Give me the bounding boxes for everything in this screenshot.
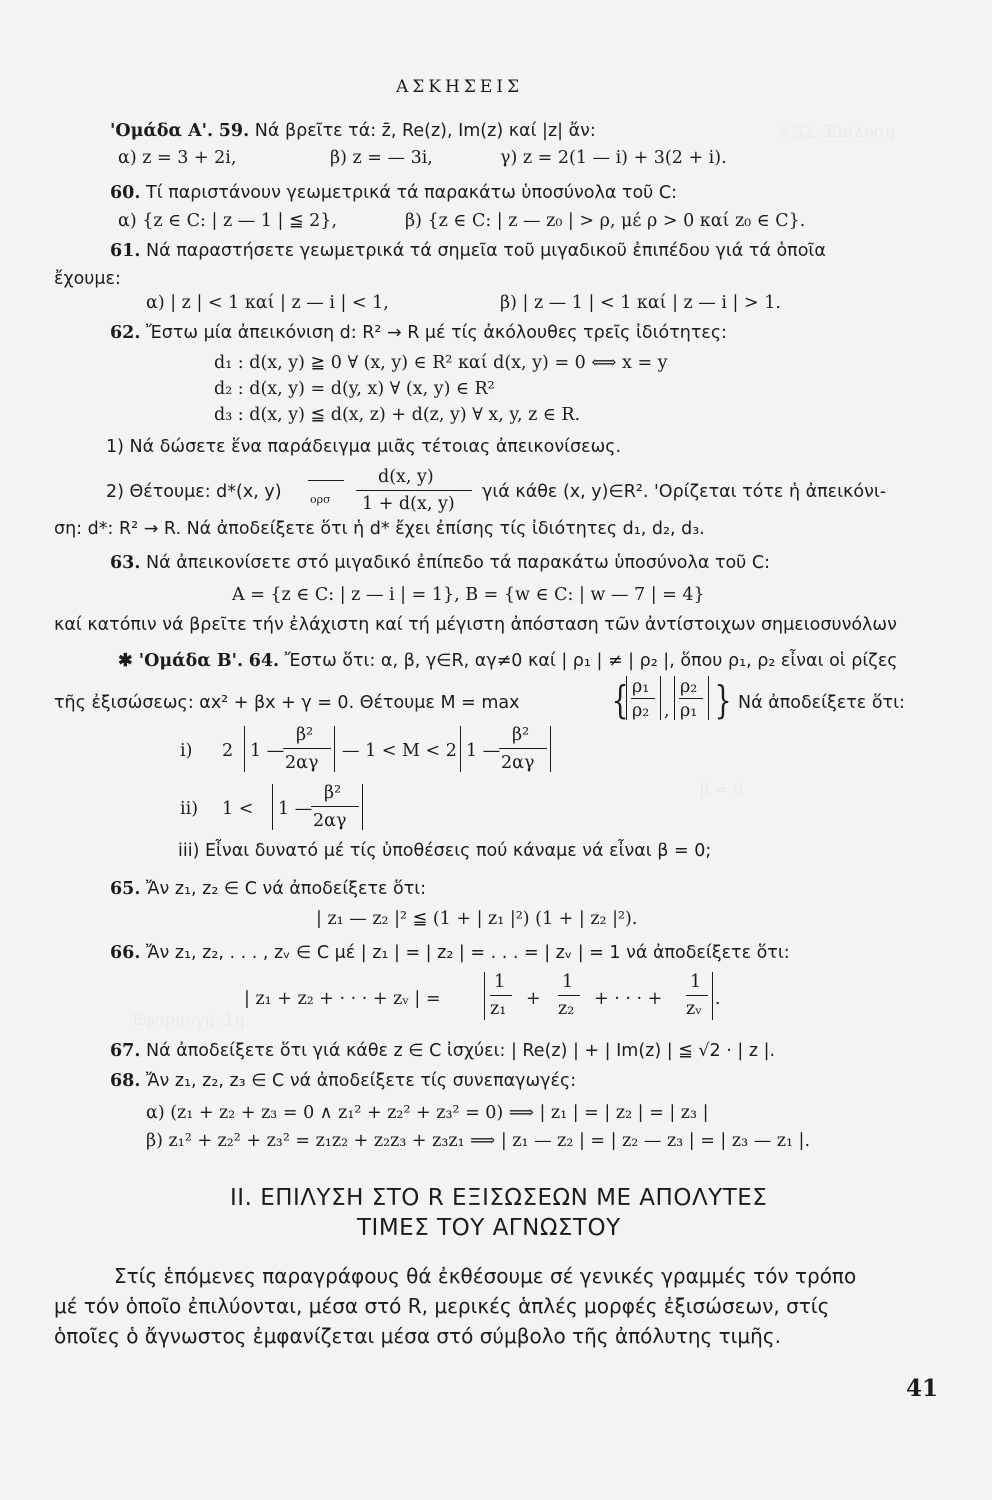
ex64-equation-line: τῆς ἐξισώσεως: αx² + βx + γ = 0. Θέτουμε M = max: [54, 693, 520, 713]
exercise-67: 67. Νά ἀποδείξετε ὅτι γιά κάθε z ∈ C ἰσχύει: | Re(z) | + | Im(z) | ≦ √2 · | z |.: [110, 1041, 776, 1061]
ex61-continuation: ἔχουμε:: [54, 269, 121, 289]
ex68-part-a: α) (z₁ + z₂ + z₃ = 0 ∧ z₁² + z₂² + z₃² = 0) ⟹ | z₁ | = | z₂ | = | z₃ |: [146, 1103, 709, 1123]
ratio2-bar: [679, 698, 703, 699]
property-d2: d₂ : d(x, y) = d(y, x) ∀ (x, y) ∈ R²: [214, 379, 495, 399]
ex64-prove-that: Νά ἀποδείξετε ὅτι:: [738, 693, 905, 713]
abs-bar: [272, 784, 273, 830]
exercise-63: 63. Νά ἀπεικονίσετε στό μιγαδικό ἐπίπεδο τά παρακάτω ὑποσύνολα τοῦ C:: [110, 553, 770, 573]
exercise-60: 60. Τί παριστάνουν γεωμετρικά τά παρακάτω ὑποσύνολα τοῦ C:: [110, 183, 677, 203]
exercise-61: 61. Νά παραστήσετε γεωμετρικά τά σημεῖα τοῦ μιγαδικοῦ ἐπιπέδου γιά τά ὁποῖα: [110, 241, 826, 261]
fraction-numerator: d(x, y): [378, 467, 434, 487]
abs-bar: [362, 784, 363, 830]
section-title-line-2: ΤΙΜΕΣ ΤΟΥ ΑΓΝΩΣΤΟΥ: [357, 1215, 621, 1241]
ex60-part-b: β) {z ∈ C: | z — z₀ | > ρ, μέ ρ > 0 καί z₀ ∈ C}.: [405, 211, 806, 231]
right-brace: }: [714, 678, 732, 722]
frac-bar: [283, 748, 331, 749]
fraction-bar: [356, 490, 472, 491]
page-number: 41: [906, 1375, 939, 1402]
bleed-through: [700, 780, 743, 799]
ratio2-num: ρ₂: [680, 677, 698, 697]
recip-den: z₂: [558, 999, 575, 1019]
frac-num: β²: [296, 725, 314, 745]
ex64-item-i-label: i): [180, 741, 193, 761]
bleed-through: [130, 1010, 244, 1029]
exercise-68: 68. Ἄν z₁, z₂, z₃ ∈ C νά ἀποδείξετε τίς συνεπαγωγές:: [110, 1071, 577, 1091]
ex64-item-iii: iii) Εἶναι δυνατό μέ τίς ὑποθέσεις πού κάναμε νά εἶναι β = 0;: [178, 841, 712, 861]
ratio1-num: ρ₁: [632, 677, 650, 697]
ex63-continuation: καί κατόπιν νά βρεῖτε τήν ἐλάχιστη καί τή μέγιστη ἀπόσταση τῶν ἀντίστοιχων σημειοσυνόλων: [54, 615, 897, 635]
recip-bar: [558, 995, 580, 996]
recip-den: z₁: [490, 999, 507, 1019]
property-d1: d₁ : d(x, y) ≧ 0 ∀ (x, y) ∈ R² καί d(x, y) = 0 ⟺ x = y: [214, 353, 668, 373]
ex59-part-c: γ) z = 2(1 — i) + 3(2 + i).: [500, 148, 727, 168]
frac-den: 2αγ: [501, 753, 535, 773]
abs-bar: [626, 676, 627, 720]
dots: + · · · +: [594, 989, 663, 1009]
left-brace: {: [611, 678, 629, 722]
ex60-part-a: α) {z ∈ C: | z — 1 | ≦ 2},: [118, 211, 338, 231]
ratio1-den: ρ₂: [632, 701, 650, 721]
abs-bar: [660, 676, 661, 720]
exercise-64: ✱ 'Ομάδα Β'. 64. Ἔστω ὅτι: α, β, γ∈R, αγ≠0 καί | ρ₁ | ≠ | ρ₂ |, ὅπου ρ₁, ρ₂ εἶναι οἱ ρίζες: [118, 651, 898, 671]
ex59-part-a: α) z = 3 + 2i,: [118, 148, 237, 168]
exercise-62: 62. Ἔστω μία ἀπεικόνιση d: R² → R μέ τίς ἀκόλουθες τρεῖς ἰδιότητες:: [110, 323, 728, 343]
abs-bar: [484, 972, 485, 1020]
ex59-part-b: β) z = — 3i,: [330, 148, 433, 168]
property-d3: d₃ : d(x, y) ≦ d(x, z) + d(z, y) ∀ x, y, z ∈ R.: [214, 405, 581, 425]
recip-num: 1: [690, 972, 702, 992]
section-title-line-1: II. ΕΠΙΛΥΣΗ ΣΤΟ R ΕΞΙΣΩΣΕΩΝ ΜΕ ΑΠΟΛΥΤΕΣ: [230, 1185, 768, 1211]
abs-bar: [708, 676, 709, 720]
ex62-q2-continuation: ση: d*: R² → R. Νά ἀποδείξετε ὅτι ἡ d* ἔχει ἐπίσης τίς ἰδιότητες d₁, d₂, d₃.: [54, 519, 705, 539]
fraction-denominator: 1 + d(x, y): [362, 494, 455, 514]
ratio1-bar: [631, 698, 655, 699]
abs-bar: [712, 972, 713, 1020]
ex68-part-b: β) z₁² + z₂² + z₃² = z₁z₂ + z₂z₃ + z₃z₁ ⟹ | z₁ — z₂ | = | z₂ — z₃ | = | z₃ — z₁ |.: [146, 1131, 811, 1151]
abs-bar: [244, 726, 245, 772]
frac-num: β²: [324, 783, 342, 803]
ex61-part-b: β) | z — 1 | < 1 καί | z — i | > 1.: [500, 293, 781, 313]
frac-bar: [499, 748, 547, 749]
intro-line-2: μέ τόν ὁποῖο ἐπιλύονται, μέσα στό R, μερικές ἁπλές μορφές ἐξισώσεων, στίς: [54, 1294, 830, 1318]
abs-bar: [334, 726, 335, 772]
comma: ,: [664, 701, 670, 721]
ex61-part-a: α) | z | < 1 καί | z — i | < 1,: [146, 293, 389, 313]
period: .: [715, 989, 721, 1009]
ex62-q2-start: 2) Θέτουμε: d*(x, y): [106, 482, 282, 502]
frac-den: 2αγ: [285, 753, 319, 773]
recip-num: 1: [494, 972, 506, 992]
intro-line-3: ὁποῖες ὁ ἄγνωστος ἐμφανίζεται μέσα στό σύμβολο τῆς ἀπόλυτης τιμῆς.: [54, 1324, 781, 1348]
definition-mark: ορσ: [310, 493, 331, 506]
ratio2-den: ρ₁: [680, 701, 698, 721]
frac-num: β²: [512, 725, 530, 745]
abs-bar: [674, 676, 675, 720]
ex65-equation: | z₁ — z₂ |² ≦ (1 + | z₁ |²) (1 + | z₂ |²).: [316, 909, 638, 929]
plus: +: [526, 989, 541, 1009]
recip-num: 1: [562, 972, 574, 992]
recip-bar: [490, 995, 512, 996]
ex64-item-i-two: 2: [222, 741, 234, 761]
recip-bar: [686, 995, 708, 996]
one-minus: 1 —: [466, 741, 501, 761]
page-heading: ΑΣΚΗΣΕΙΣ: [396, 77, 523, 97]
intro-line-1: Στίς ἑπόμενες παραγράφους θά ἐκθέσουμε σέ γενικές γραμμές τόν τρόπο: [114, 1264, 857, 1288]
ex64-item-ii-label: ii): [180, 799, 199, 819]
ex63-sets: A = {z ∈ C: | z — i | = 1}, B = {w ∈ C: | w — 7 | = 4}: [232, 585, 705, 605]
ex66-lhs: | z₁ + z₂ + · · · + zᵥ | =: [244, 989, 441, 1009]
ex62-q2-end: γιά κάθε (x, y)∈R². 'Ορίζεται τότε ἡ ἀπεικόνι-: [482, 482, 887, 502]
bleed-through: [780, 122, 894, 141]
frac-den: 2αγ: [313, 811, 347, 831]
frac-bar: [311, 806, 359, 807]
recip-den: zᵥ: [686, 999, 702, 1019]
ex64-inequality-mid: — 1 < M < 2: [342, 741, 457, 761]
exercise-65: 65. Ἄν z₁, z₂ ∈ C νά ἀποδείξετε ὅτι:: [110, 879, 427, 899]
definition-line: [308, 480, 344, 481]
exercise-59: 'Ομάδα Α'. 59. Νά βρεῖτε τά: z̄, Re(z), Im(z) καί |z| ἄν:: [110, 121, 596, 141]
abs-bar: [460, 726, 461, 772]
ex64-item-ii-pre: 1 <: [222, 799, 254, 819]
one-minus: 1 —: [278, 799, 313, 819]
exercise-66: 66. Ἄν z₁, z₂, . . . , zᵥ ∈ C μέ | z₁ | = | z₂ | = . . . = | zᵥ | = 1 νά ἀποδείξετε ὅτι:: [110, 943, 790, 963]
one-minus: 1 —: [250, 741, 285, 761]
abs-bar: [550, 726, 551, 772]
ex62-question-1: 1) Νά δώσετε ἕνα παράδειγμα μιᾶς τέτοιας ἀπεικονίσεως.: [106, 437, 622, 457]
